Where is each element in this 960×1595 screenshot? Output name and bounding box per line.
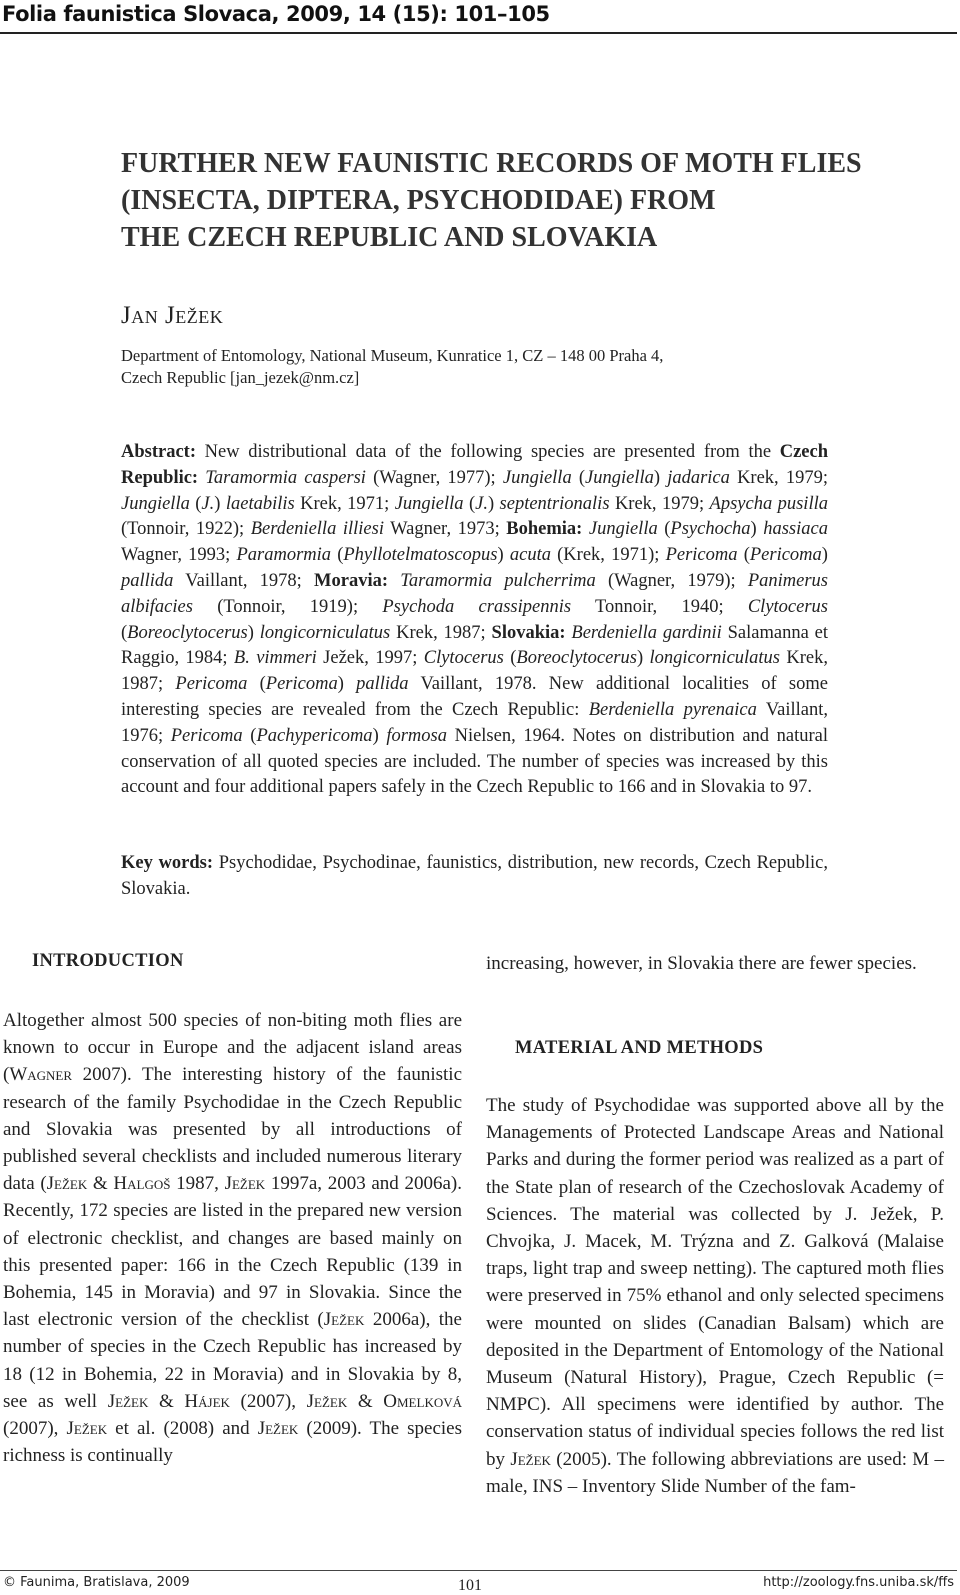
species-name: Psychocha (670, 519, 751, 540)
abstract-text: ) (487, 493, 500, 514)
body-text: 1987, (170, 1173, 225, 1195)
species-name: Clytocerus (747, 596, 828, 617)
species-name: Berdeniella gardinii (571, 622, 722, 643)
species-name: Jungiella (588, 519, 658, 540)
species-name: pallida (121, 570, 174, 591)
abstract-text: Salamanna et Raggio, 1984; (121, 622, 828, 669)
abstract-text: Krek, 1979; (609, 493, 710, 514)
abstract-text: ) (750, 519, 764, 540)
abstract-text: ( (247, 674, 266, 695)
citation-author: Ježek (510, 1448, 551, 1470)
body-text: (2007), (3, 1418, 67, 1440)
citation-author: Ježek & Halgoš (46, 1173, 171, 1195)
abstract-text: ) (372, 725, 387, 746)
abstract-text: Vaillant, 1976; (121, 699, 828, 746)
abstract-text: Vaillant, 1978; (173, 570, 315, 591)
region-moravia-label: Moravia: (314, 570, 389, 591)
abstract-text: ( (121, 622, 128, 643)
footer-url[interactable]: http://zoology.fns.uniba.sk/ffs (763, 1575, 954, 1590)
body-text: Altogether almost 500 species of non-biting moth flies are known to occur in Europe and the adjacent island areas ( (3, 1010, 462, 1086)
species-name: Phyllotelmatoscopus (343, 545, 498, 566)
body-text: The study of Psychodidae was supported above all by the Managements of Protected Landscape Areas and National Parks and during the former period was realized as a part of the State plan of research of the Czechoslovak Academy of Sciences. The material was collected by J. Ježek, P. Chvojka, J. Macek, M. Trýzna and Z. Galková (Malaise traps, light trap and sweep netting). The captured moth flies were preserved in 75% ethanol and only selected specimens were mounted on slides (Canadian Balsam) which are deposited in the Department of Entomology of the National Museum (Natural History), Prague, Czech Republic (= NMPC). All specimens were identified by author. The conservation status of individual species follows the red list by (486, 1095, 944, 1470)
region-bohemia-label: Bohemia: (506, 519, 583, 540)
citation-author: Ježek (66, 1418, 108, 1440)
citation-author: Ježek (257, 1418, 299, 1440)
abstract-text: ) (214, 493, 226, 514)
species-name: acuta (509, 545, 551, 566)
keywords (121, 851, 828, 903)
species-name: Apsycha pusilla (709, 493, 828, 514)
footer-rule (0, 1570, 957, 1571)
species-name: longicorniculatus (649, 648, 781, 669)
title-line-2: (INSECTA, DIPTERA, PSYCHODIDAE) FROM (121, 185, 716, 216)
affiliation (121, 345, 841, 389)
species-name: B. vimmeri (233, 648, 317, 669)
abstract-text: ( (463, 493, 476, 514)
abstract-text: New distributional data of the following species are presented from the (196, 442, 780, 462)
author-name: Jan Ježek (121, 302, 224, 329)
species-name: Berdeniella pyrenaica (588, 699, 757, 720)
abstract-text: (Wagner, 1977); (365, 467, 503, 488)
body-text: (2007), (229, 1390, 307, 1412)
keywords-label: Key words: (121, 853, 214, 873)
affiliation-line-1: Department of Entomology, National Museum, Kunratice 1, CZ – 148 00 Praha 4, (121, 346, 664, 365)
abstract-text: ) (636, 648, 650, 669)
abstract-text: Tonnoir, 1940; (571, 596, 748, 617)
species-name: septentrionalis (499, 493, 610, 514)
abstract-text: ) (653, 467, 668, 488)
species-name: Boreoclytocerus (516, 648, 637, 669)
species-name: Boreoclytocerus (127, 622, 248, 643)
abstract-text (388, 571, 400, 591)
species-name: laetabilis (225, 493, 295, 514)
species-name: Taramormia caspersi (205, 467, 366, 488)
species-name: Pericoma (665, 545, 738, 566)
abstract-text: Krek, 1971; (294, 493, 395, 514)
species-name: Pachypericoma (256, 725, 373, 746)
abstract-text: ) (497, 545, 510, 566)
species-name: hassiaca (763, 519, 828, 540)
abstract-text: Krek, 1987; (121, 648, 828, 695)
region-czech-label: Czech Republic: (121, 442, 828, 488)
citation-author: Ježek (323, 1309, 365, 1331)
journal-header: Folia faunistica Slovaca, 2009, 14 (15): 101–105 (2, 2, 550, 26)
species-name: Pericoma (265, 674, 338, 695)
species-name: pallida (356, 674, 409, 695)
species-name: jadarica (667, 467, 730, 488)
abstract-text: (Tonnoir, 1922); (121, 519, 251, 540)
species-name: formosa (386, 725, 447, 746)
species-name: Berdeniella illiesi (250, 519, 384, 540)
species-name: Pericoma (175, 674, 248, 695)
abstract-text: Vaillant, 1978. New additional localities of some interesting species are revealed from the Czech Republic: (121, 674, 828, 720)
footer-copyright: © Faunima, Bratislava, 2009 (3, 1575, 190, 1590)
abstract-text: ( (657, 519, 671, 540)
abstract-text: ( (503, 648, 517, 669)
species-name: Taramormia pulcherrima (400, 570, 596, 591)
introduction-heading: INTRODUCTION (32, 951, 184, 971)
species-name: Pericoma (170, 725, 243, 746)
abstract-text: ( (331, 545, 344, 566)
region-slovakia-label: Slovakia: (491, 622, 566, 643)
abstract-text: ( (571, 467, 586, 488)
abstract-text: Wagner, 1973; (383, 519, 507, 540)
body-text: 1997a, 2003 and 2006a). Recently, 172 species are listed in the prepared new version of electronic checklist, and changes are based mainly on this presented paper: 166 in the Czech Republic (139 in Bohemia, 145 in Moravia) and 97 in Slovakia. Since the last electronic version of the checklist ( (3, 1173, 462, 1331)
introduction-continued: increasing, however, in Slovakia there are fewer species. (486, 953, 917, 974)
article-title (121, 145, 881, 256)
title-line-1: FURTHER NEW FAUNISTIC RECORDS OF MOTH FLIES (121, 148, 862, 179)
abstract-text: ( (242, 725, 257, 746)
species-name: Panimerus albifacies (121, 570, 828, 617)
species-name: Psychoda crassipennis (382, 596, 572, 617)
species-name: Jungiella (502, 467, 572, 488)
introduction-body (3, 1007, 462, 1469)
abstract-text: (Tonnoir, 1919); (192, 596, 383, 617)
citation-author: Ježek & Omelková (306, 1390, 462, 1412)
species-name: Paramormia (236, 545, 332, 566)
abstract-text: Krek, 1987; (390, 622, 492, 643)
species-name: Jungiella (121, 493, 190, 514)
abstract-text: Ježek, 1997; (316, 648, 424, 669)
abstract-text: Nielsen, 1964. Notes on distribution and natural conservation of all quoted species are included. The number of species was increased by this account and four additional papers safely in the Czech Republic to 166 and in Slovakia to 97. (121, 725, 828, 798)
citation-author: Wagner (9, 1064, 73, 1086)
citation-author: Ježek (224, 1173, 266, 1195)
abstract-text: Wagner, 1993; (121, 545, 237, 566)
abstract-text: ) (821, 545, 828, 566)
species-name: Pericoma (749, 545, 822, 566)
species-name: longicorniculatus (259, 622, 391, 643)
species-name: J. (475, 493, 488, 514)
methods-body (486, 1092, 944, 1500)
body-text: et al. (2008) and (107, 1418, 258, 1440)
title-line-3: THE CZECH REPUBLIC AND SLOVAKIA (121, 222, 658, 253)
affiliation-line-2: Czech Republic [jan_jezek@nm.cz] (121, 368, 360, 387)
body-text: (2005). The following abbreviations are used: M – male, INS – Inventory Slide Number of the fam- (486, 1448, 945, 1497)
abstract-text: ( (737, 545, 750, 566)
abstract-text: ) (247, 622, 260, 643)
abstract-text: ) (337, 674, 357, 695)
species-name: Jungiella (585, 467, 654, 488)
abstract-label: Abstract: (121, 442, 197, 462)
body-text: 2007). The interesting history of the faunistic research of the family Psychodidae in the Czech Republic and Slovakia was presented by all introductions of published several checklists and included numerous literary data ( (3, 1064, 462, 1195)
abstract (121, 440, 828, 801)
abstract-text: Krek, 1979; (729, 467, 828, 488)
abstract-text: (Krek, 1971); (550, 545, 666, 566)
species-name: Jungiella (394, 493, 464, 514)
body-text: (2009). The species richness is continually (3, 1418, 463, 1467)
species-name: Clytocerus (423, 648, 504, 669)
abstract-text: (Wagner, 1979); (595, 570, 748, 591)
header-rule (0, 32, 957, 34)
keywords-text: Psychodidae, Psychodinae, faunistics, distribution, new records, Czech Republic, Slovakia. (121, 853, 829, 899)
citation-author: Ježek & Hájek (107, 1390, 230, 1412)
species-name: J. (201, 493, 215, 514)
body-text: 2006a), the number of species in the Czech Republic has increased by 18 (12 in Bohemia, 22 in Moravia) and in Slovakia by 8, see as well (3, 1309, 462, 1412)
abstract-text: ( (189, 493, 202, 514)
methods-heading: MATERIAL AND METHODS (515, 1038, 764, 1058)
page-number: 101 (458, 1577, 482, 1594)
